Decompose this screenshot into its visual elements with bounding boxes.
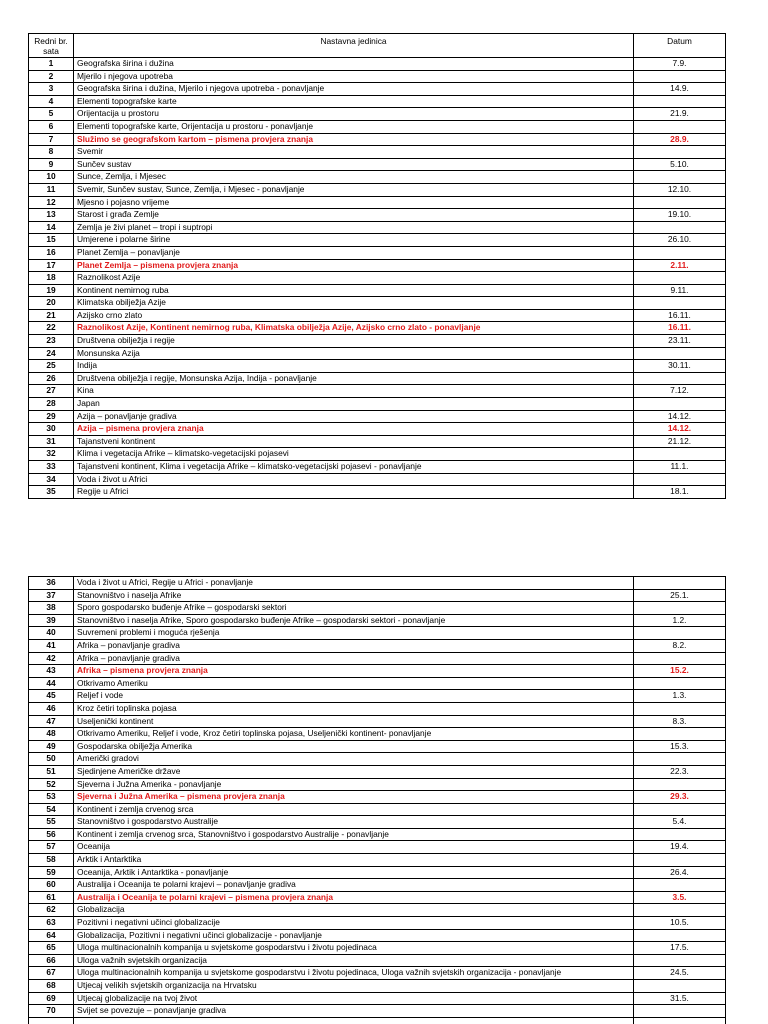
lesson-number: 57 [29, 841, 74, 854]
table-row [29, 967, 726, 980]
lesson-topic: Stanovništvo i naselja Afrike [74, 589, 634, 602]
lesson-date [634, 652, 726, 665]
lesson-date [634, 120, 726, 133]
lesson-topic: Uloga multinacionalnih kompanija u svjetskome gospodarstvu i životu pojedinaca, Uloga važnih svjetskih organizacija - ponavljanje [74, 967, 634, 980]
table-row [29, 589, 726, 602]
table-row [29, 665, 726, 678]
table-row [29, 917, 726, 930]
lesson-topic: Planet Zemlja – pismena provjera znanja [74, 259, 634, 272]
table-row [29, 398, 726, 411]
lesson-number: 34 [29, 473, 74, 486]
lesson-number: 9 [29, 158, 74, 171]
lesson-topic: Oceanija [74, 841, 634, 854]
lesson-number: 17 [29, 259, 74, 272]
lesson-number: 53 [29, 791, 74, 804]
lesson-date [634, 372, 726, 385]
table-row [29, 728, 726, 741]
lesson-topic: Geografska širina i dužina, Mjerilo i njegova upotreba - ponavljanje [74, 83, 634, 96]
lesson-number: 2 [29, 70, 74, 83]
lesson-number: 43 [29, 665, 74, 678]
lesson-number: 8 [29, 146, 74, 159]
lesson-topic: Utjecaj globalizacije na tvoj život [74, 992, 634, 1005]
lesson-number: 13 [29, 209, 74, 222]
lesson-topic: Svemir, Sunčev sustav, Sunce, Zemlja, i Mjesec - ponavljanje [74, 183, 634, 196]
lesson-date [634, 602, 726, 615]
lesson-number: 6 [29, 120, 74, 133]
lesson-number: 19 [29, 284, 74, 297]
lesson-topic: Uloga važnih svjetskih organizacija [74, 954, 634, 967]
empty-cell [29, 1017, 74, 1024]
lesson-topic: Sunčev sustav [74, 158, 634, 171]
lesson-date [634, 828, 726, 841]
lesson-date: 1.2. [634, 614, 726, 627]
lesson-date: 7.9. [634, 58, 726, 71]
lesson-topic: Kina [74, 385, 634, 398]
lesson-number: 18 [29, 272, 74, 285]
table-row [29, 473, 726, 486]
lesson-number: 26 [29, 372, 74, 385]
lesson-topic: Utjecaj velikih svjetskih organizacija na Hrvatsku [74, 980, 634, 993]
empty-cell [634, 1017, 726, 1024]
lesson-number: 60 [29, 879, 74, 892]
table-row [29, 980, 726, 993]
lesson-date: 30.11. [634, 360, 726, 373]
lesson-topic: Stanovništvo i naselja Afrike, Sporo gospodarsko buđenje Afrike – gospodarski sektori - ponavljanje [74, 614, 634, 627]
lesson-number: 20 [29, 297, 74, 310]
lesson-date: 17.5. [634, 942, 726, 955]
lesson-topic: Useljenički kontinent [74, 715, 634, 728]
lesson-date [634, 1005, 726, 1018]
table-row [29, 158, 726, 171]
lesson-topic: Orijentacija u prostoru [74, 108, 634, 121]
lesson-date: 15.2. [634, 665, 726, 678]
lesson-number: 32 [29, 448, 74, 461]
lesson-number: 36 [29, 577, 74, 590]
lesson-number: 54 [29, 803, 74, 816]
lesson-topic: Tajanstveni kontinent, Klima i vegetacija Afrike – klimatsko-vegetacijski pojasevi - ponavljanje [74, 461, 634, 474]
lesson-date: 8.2. [634, 639, 726, 652]
lesson-number: 16 [29, 246, 74, 259]
lesson-date [634, 398, 726, 411]
table-row [29, 1005, 726, 1018]
lesson-topic: Sjedinjene Američke države [74, 765, 634, 778]
lesson-number: 70 [29, 1005, 74, 1018]
lesson-date: 24.5. [634, 967, 726, 980]
lesson-topic: Voda i život u Africi [74, 473, 634, 486]
lesson-date: 21.12. [634, 435, 726, 448]
lesson-topic: Otkrivamo Ameriku [74, 677, 634, 690]
lesson-date [634, 171, 726, 184]
table-row [29, 866, 726, 879]
lesson-date [634, 448, 726, 461]
table-row [29, 677, 726, 690]
lesson-date [634, 146, 726, 159]
lesson-topic: Azija – ponavljanje gradiva [74, 410, 634, 423]
table-row [29, 171, 726, 184]
lesson-number: 64 [29, 929, 74, 942]
lesson-number: 42 [29, 652, 74, 665]
lesson-number: 65 [29, 942, 74, 955]
lesson-topic: Društvena obilježja i regije [74, 335, 634, 348]
table-row [29, 992, 726, 1005]
lesson-topic: Regije u Africi [74, 486, 634, 499]
lesson-topic: Uloga multinacionalnih kompanija u svjetskome gospodarstvu i životu pojedinaca [74, 942, 634, 955]
lesson-date [634, 728, 726, 741]
lesson-number: 40 [29, 627, 74, 640]
lesson-date: 8.3. [634, 715, 726, 728]
lesson-topic: Australija i Oceanija te polarni krajevi – pismena provjera znanja [74, 891, 634, 904]
lesson-number: 4 [29, 95, 74, 108]
lesson-topic: Afrika – pismena provjera znanja [74, 665, 634, 678]
table-row [29, 765, 726, 778]
header-lesson-topic: Nastavna jedinica [74, 34, 634, 58]
lesson-date: 26.10. [634, 234, 726, 247]
table-row [29, 904, 726, 917]
header-date: Datum [634, 34, 726, 58]
table-row [29, 841, 726, 854]
table-row [29, 652, 726, 665]
table-row [29, 335, 726, 348]
table-row [29, 740, 726, 753]
lesson-date: 1.3. [634, 690, 726, 703]
lesson-date: 29.3. [634, 791, 726, 804]
lesson-date [634, 196, 726, 209]
table-row [29, 347, 726, 360]
table-row [29, 891, 726, 904]
table-row [29, 435, 726, 448]
lesson-date [634, 272, 726, 285]
lesson-number: 51 [29, 765, 74, 778]
lesson-date [634, 347, 726, 360]
table-row [29, 577, 726, 590]
lesson-date [634, 778, 726, 791]
table-row [29, 942, 726, 955]
lesson-date [634, 904, 726, 917]
lesson-number: 45 [29, 690, 74, 703]
lesson-date: 25.1. [634, 589, 726, 602]
lesson-date: 10.5. [634, 917, 726, 930]
table-row [29, 791, 726, 804]
lesson-date [634, 70, 726, 83]
lesson-date [634, 297, 726, 310]
table-row [29, 83, 726, 96]
lesson-topic: Reljef i vode [74, 690, 634, 703]
lesson-date: 23.11. [634, 335, 726, 348]
lesson-date [634, 221, 726, 234]
lesson-topic: Umjerene i polarne širine [74, 234, 634, 247]
lesson-date [634, 753, 726, 766]
lesson-number: 38 [29, 602, 74, 615]
lesson-date [634, 879, 726, 892]
lesson-date [634, 246, 726, 259]
lesson-topic: Raznolikost Azije [74, 272, 634, 285]
lesson-topic: Elementi topografske karte [74, 95, 634, 108]
lesson-topic: Globalizacija [74, 904, 634, 917]
lesson-number: 66 [29, 954, 74, 967]
lesson-number: 22 [29, 322, 74, 335]
table-row [29, 297, 726, 310]
lesson-number: 15 [29, 234, 74, 247]
lesson-number: 59 [29, 866, 74, 879]
table-row [29, 259, 726, 272]
table-row [29, 133, 726, 146]
table-row [29, 639, 726, 652]
lesson-plan-table-2 [28, 576, 726, 1024]
lesson-topic: Afrika – ponavljanje gradiva [74, 639, 634, 652]
lesson-topic: Kontinent i zemlja crvenog srca, Stanovništvo i gospodarstvo Australije - ponavljanje [74, 828, 634, 841]
lesson-number: 23 [29, 335, 74, 348]
lesson-number: 21 [29, 309, 74, 322]
lesson-number: 63 [29, 917, 74, 930]
lesson-topic: Tajanstveni kontinent [74, 435, 634, 448]
lesson-topic: Služimo se geografskom kartom – pismena provjera znanja [74, 133, 634, 146]
lesson-number: 56 [29, 828, 74, 841]
lesson-date: 5.4. [634, 816, 726, 829]
lesson-topic: Mjesno i pojasno vrijeme [74, 196, 634, 209]
lesson-number: 11 [29, 183, 74, 196]
table-row [29, 372, 726, 385]
lesson-topic: Svemir [74, 146, 634, 159]
lesson-topic: Zemlja je živi planet – tropi i suptropi [74, 221, 634, 234]
table-row [29, 602, 726, 615]
lesson-number: 14 [29, 221, 74, 234]
table-row [29, 95, 726, 108]
lesson-number: 68 [29, 980, 74, 993]
table-row [29, 209, 726, 222]
table-row [29, 58, 726, 71]
lesson-topic: Monsunska Azija [74, 347, 634, 360]
table-row [29, 108, 726, 121]
lesson-topic: Indija [74, 360, 634, 373]
lesson-number: 35 [29, 486, 74, 499]
lesson-topic: Globalizacija, Pozitivni i negativni učinci globalizacije - ponavljanje [74, 929, 634, 942]
lesson-topic: Azija – pismena provjera znanja [74, 423, 634, 436]
lesson-date: 15.3. [634, 740, 726, 753]
lesson-date [634, 95, 726, 108]
table-row [29, 284, 726, 297]
header-lesson-number: Redni br. sata [29, 34, 74, 58]
lesson-number: 49 [29, 740, 74, 753]
lesson-date: 16.11. [634, 309, 726, 322]
lesson-topic: Azijsko crno zlato [74, 309, 634, 322]
lesson-number: 33 [29, 461, 74, 474]
lesson-number: 12 [29, 196, 74, 209]
lesson-number: 30 [29, 423, 74, 436]
table-row [29, 146, 726, 159]
lesson-number: 47 [29, 715, 74, 728]
lesson-number: 44 [29, 677, 74, 690]
lesson-number: 24 [29, 347, 74, 360]
table-row [29, 702, 726, 715]
lesson-date [634, 980, 726, 993]
lesson-topic: Američki gradovi [74, 753, 634, 766]
lesson-topic: Sporo gospodarsko buđenje Afrike – gospodarski sektori [74, 602, 634, 615]
lesson-topic: Starost i građa Zemlje [74, 209, 634, 222]
lesson-topic: Kontinent nemirnog ruba [74, 284, 634, 297]
lesson-date [634, 473, 726, 486]
lesson-date: 14.9. [634, 83, 726, 96]
lesson-date: 3.5. [634, 891, 726, 904]
lesson-topic: Raznolikost Azije, Kontinent nemirnog ruba, Klimatska obilježja Azije, Azijsko crno zlato - ponavljanje [74, 322, 634, 335]
table-row [29, 929, 726, 942]
lesson-date [634, 954, 726, 967]
table-row [29, 854, 726, 867]
lesson-number: 52 [29, 778, 74, 791]
lesson-date [634, 854, 726, 867]
table-row [29, 196, 726, 209]
lesson-topic: Kontinent i zemlja crvenog srca [74, 803, 634, 816]
table-row [29, 778, 726, 791]
table-row [29, 360, 726, 373]
lesson-number: 37 [29, 589, 74, 602]
table-row [29, 423, 726, 436]
lesson-date: 18.1. [634, 486, 726, 499]
lesson-number: 1 [29, 58, 74, 71]
lesson-topic: Australija i Oceanija te polarni krajevi – ponavljanje gradiva [74, 879, 634, 892]
lesson-topic: Društvena obilježja i regije, Monsunska Azija, Indija - ponavljanje [74, 372, 634, 385]
lesson-number: 3 [29, 83, 74, 96]
table-row [29, 120, 726, 133]
lesson-date: 16.11. [634, 322, 726, 335]
lesson-date: 9.11. [634, 284, 726, 297]
lesson-topic: Elementi topografske karte, Orijentacija u prostoru - ponavljanje [74, 120, 634, 133]
lesson-topic: Oceanija, Arktik i Antarktika - ponavljanje [74, 866, 634, 879]
lesson-number: 67 [29, 967, 74, 980]
table-row [29, 322, 726, 335]
lesson-date: 19.4. [634, 841, 726, 854]
table-row [29, 410, 726, 423]
lesson-topic: Kroz četiri toplinska pojasa [74, 702, 634, 715]
lesson-date: 21.9. [634, 108, 726, 121]
lesson-topic: Sjeverna i Južna Amerika - ponavljanje [74, 778, 634, 791]
lesson-date [634, 929, 726, 942]
lesson-number: 48 [29, 728, 74, 741]
lesson-topic: Pozitivni i negativni učinci globalizacije [74, 917, 634, 930]
lesson-number: 50 [29, 753, 74, 766]
lesson-number: 39 [29, 614, 74, 627]
table-row [29, 614, 726, 627]
table-row [29, 486, 726, 499]
lesson-date: 5.10. [634, 158, 726, 171]
table-row [29, 272, 726, 285]
table-row [29, 70, 726, 83]
lesson-date [634, 702, 726, 715]
lesson-number: 69 [29, 992, 74, 1005]
table-row [29, 309, 726, 322]
lesson-date: 19.10. [634, 209, 726, 222]
lesson-topic: Klima i vegetacija Afrike – klimatsko-vegetacijski pojasevi [74, 448, 634, 461]
table-row [29, 385, 726, 398]
lesson-topic: Mjerilo i njegova upotreba [74, 70, 634, 83]
table-row [29, 234, 726, 247]
lesson-date: 14.12. [634, 410, 726, 423]
lesson-date: 7.12. [634, 385, 726, 398]
lesson-topic: Afrika – ponavljanje gradiva [74, 652, 634, 665]
lesson-date: 11.1. [634, 461, 726, 474]
lesson-date: 14.12. [634, 423, 726, 436]
table-row [29, 879, 726, 892]
table-row [29, 461, 726, 474]
lesson-date: 26.4. [634, 866, 726, 879]
lesson-topic: Otkrivamo Ameriku, Reljef i vode, Kroz četiri toplinska pojasa, Useljenički kontinent- ponavljanje [74, 728, 634, 741]
lesson-topic: Geografska širina i dužina [74, 58, 634, 71]
lesson-date: 22.3. [634, 765, 726, 778]
lesson-date: 31.5. [634, 992, 726, 1005]
lesson-topic: Sunce, Zemlja, i Mjesec [74, 171, 634, 184]
table-row [29, 828, 726, 841]
table-header [29, 34, 726, 58]
lesson-date [634, 677, 726, 690]
table-row [29, 183, 726, 196]
lesson-date [634, 803, 726, 816]
table-row [29, 715, 726, 728]
table-row [29, 627, 726, 640]
lesson-date: 2.11. [634, 259, 726, 272]
lesson-number: 29 [29, 410, 74, 423]
table-row [29, 803, 726, 816]
lesson-topic: Sjeverna i Južna Amerika – pismena provjera znanja [74, 791, 634, 804]
empty-cell [74, 1017, 634, 1024]
lesson-number: 27 [29, 385, 74, 398]
lesson-number: 58 [29, 854, 74, 867]
lesson-number: 61 [29, 891, 74, 904]
table-row [29, 246, 726, 259]
lesson-topic: Suvremeni problemi i moguća rješenja [74, 627, 634, 640]
lesson-topic: Voda i život u Africi, Regije u Africi - ponavljanje [74, 577, 634, 590]
table-row [29, 448, 726, 461]
lesson-topic: Stanovništvo i gospodarstvo Australije [74, 816, 634, 829]
lesson-number: 10 [29, 171, 74, 184]
lesson-date: 12.10. [634, 183, 726, 196]
lesson-number: 7 [29, 133, 74, 146]
lesson-date [634, 627, 726, 640]
lesson-topic: Svijet se povezuje – ponavljanje gradiva [74, 1005, 634, 1018]
lesson-number: 62 [29, 904, 74, 917]
table-row [29, 753, 726, 766]
lesson-topic: Planet Zemlja – ponavljanje [74, 246, 634, 259]
lesson-number: 31 [29, 435, 74, 448]
table-row [29, 816, 726, 829]
table-row-cutoff [29, 1017, 726, 1024]
lesson-plan-table-1 [28, 33, 726, 499]
table-row [29, 954, 726, 967]
lesson-date [634, 577, 726, 590]
lesson-number: 28 [29, 398, 74, 411]
lesson-number: 46 [29, 702, 74, 715]
table-row [29, 690, 726, 703]
lesson-date: 28.9. [634, 133, 726, 146]
lesson-number: 41 [29, 639, 74, 652]
lesson-topic: Klimatska obilježja Azije [74, 297, 634, 310]
lesson-topic: Arktik i Antarktika [74, 854, 634, 867]
lesson-number: 25 [29, 360, 74, 373]
table-row [29, 221, 726, 234]
lesson-number: 5 [29, 108, 74, 121]
lesson-topic: Gospodarska obilježja Amerika [74, 740, 634, 753]
lesson-topic: Japan [74, 398, 634, 411]
lesson-number: 55 [29, 816, 74, 829]
